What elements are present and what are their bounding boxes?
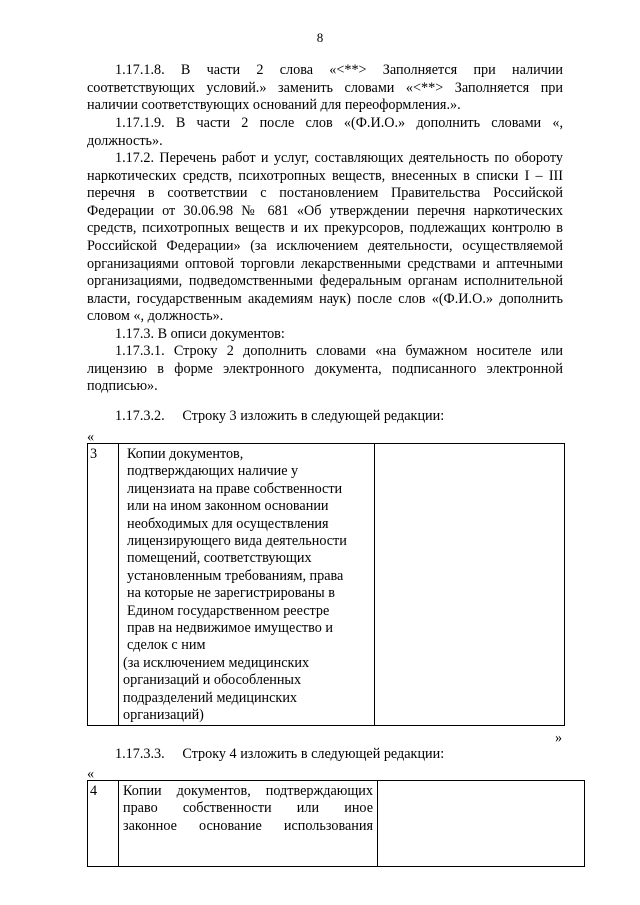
description-line: законное основание использования — [123, 817, 373, 834]
document-table-row-4 — [87, 780, 585, 867]
description-line: на которые не зарегистрированы в — [127, 585, 335, 602]
paragraph-1-17-3-3: 1.17.3.3. Строку 4 изложить в следующей редакции: — [115, 746, 445, 762]
row-number-cell: 3 — [88, 444, 119, 726]
table-row — [88, 781, 585, 867]
description-line: установленным требованиям, права — [127, 567, 344, 584]
description-line: сделок с ним — [127, 637, 206, 654]
description-line: подразделений медицинских — [123, 689, 298, 706]
description-line: право собственности или иное — [123, 800, 373, 817]
open-quote-2: « — [87, 766, 95, 782]
description-line: (за исключением медицинских — [123, 654, 310, 671]
description-line: организаций) — [123, 707, 204, 724]
description-line: Копии документов, подтверждающих — [123, 783, 373, 799]
row-empty-cell — [375, 444, 565, 726]
paragraph-1-17-1-8: 1.17.1.8. В части 2 слова «<**> Заполняется при наличии соответствующих условий.» заменить словами «<**> Заполняется при наличии соответствующих оснований для переоформления.». — [87, 62, 563, 114]
row-number-cell: 4 — [88, 781, 119, 867]
document-table-row-3 — [87, 443, 565, 726]
row-description-cell — [119, 781, 378, 867]
description-line: прав на недвижимое имущество и — [127, 620, 333, 637]
paragraph-1-17-2: 1.17.2. Перечень работ и услуг, составляющих деятельность по обороту наркотических средств, психотропных веществ, внесенных в списки I – III перечня в соответствии с постановлением Правительства Российской Федерации от 30.06.98 № 681 «Об утверждении перечня наркотических средств, психотропных веществ и их прекурсоров, подлежащих контролю в Российской Федерации» (за исключением деятельности, осуществляемой организациями оптовой торговли лекарственными средствами и аптечными организациями, подведомственными федеральным органам исполнительной власти, государственным академиям наук) после слов «(Ф.И.О.» дополнить словом «, должность». — [87, 150, 563, 325]
description-line: Копии документов, — [127, 446, 244, 462]
description-line: помещений, соответствующих — [127, 550, 312, 567]
description-line: или на ином законном основании — [127, 498, 329, 515]
description-line: Едином государственном реестре — [127, 602, 330, 619]
description-line: подтверждающих наличие у — [127, 463, 299, 480]
table-row — [88, 444, 565, 726]
description-line: лицензиата на праве собственности — [127, 480, 343, 497]
paragraph-1-17-3-2: 1.17.3.2. Строку 3 изложить в следующей редакции: — [115, 408, 445, 424]
close-quote: » — [555, 730, 563, 746]
open-quote: « — [87, 429, 95, 445]
page-number: 8 — [316, 30, 324, 45]
row-description-cell — [119, 444, 375, 726]
row-empty-cell — [378, 781, 585, 867]
description-line: лицензирующего вида деятельности — [127, 533, 347, 550]
description-line: необходимых для осуществления — [127, 515, 329, 532]
paragraph-1-17-3: 1.17.3. В описи документов: — [115, 326, 285, 342]
paragraph-1-17-1-9: 1.17.1.9. В части 2 после слов «(Ф.И.О.» дополнить словами «, должность». — [87, 115, 563, 149]
paragraph-1-17-3-1: 1.17.3.1. Строку 2 дополнить словами «на бумажном носителе или лицензию в форме электронного документа, подписанного электронной подписью». — [87, 343, 563, 395]
description-line: организаций и обособленных — [123, 672, 302, 689]
